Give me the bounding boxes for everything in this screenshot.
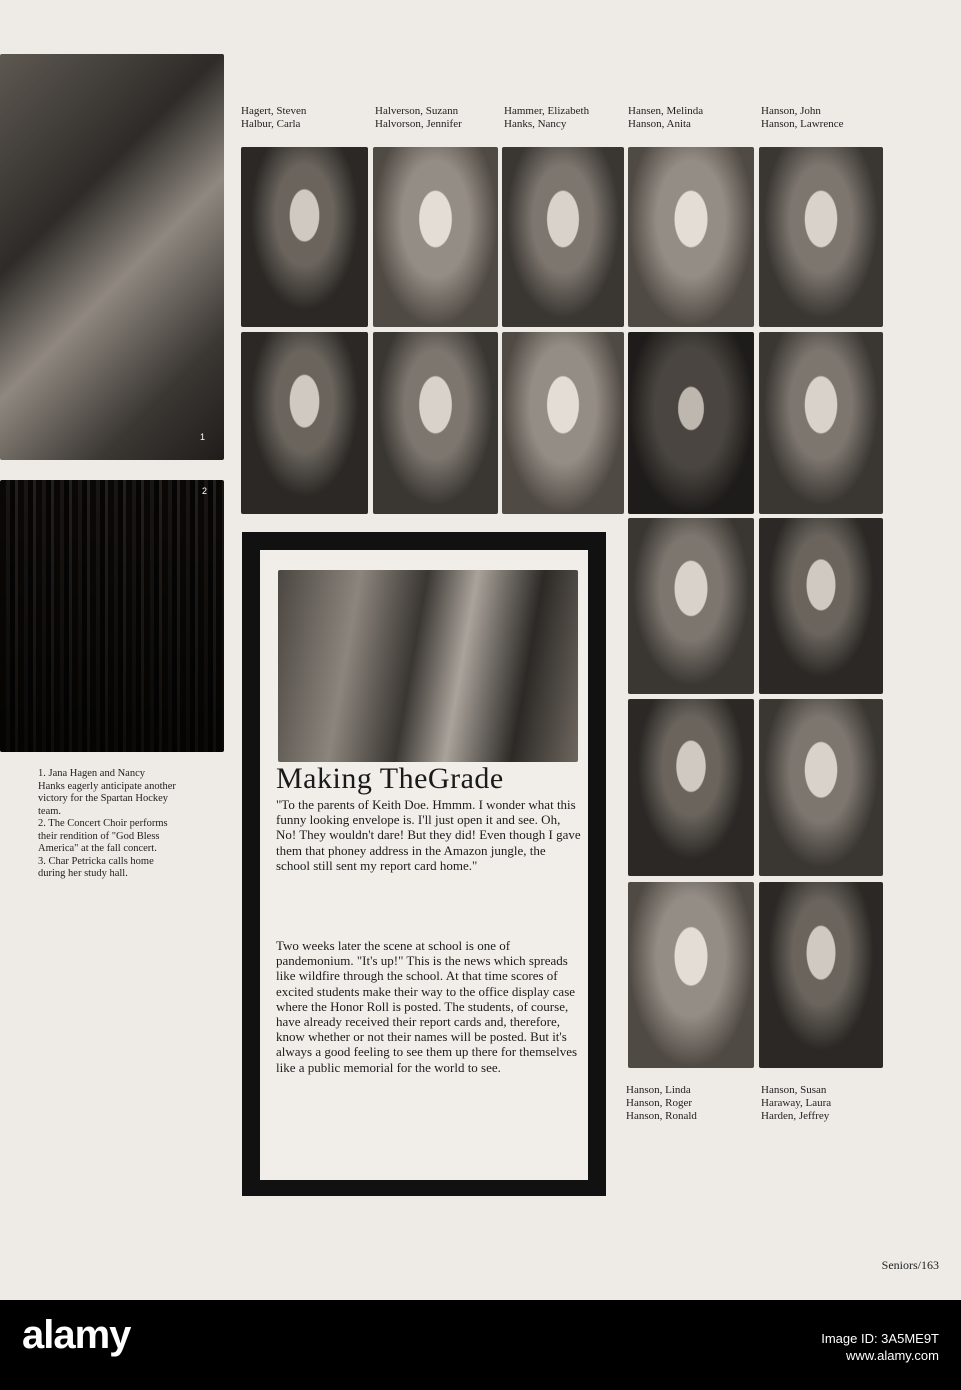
portrait-photo (502, 147, 624, 327)
stock-brand-logo: alamy (22, 1313, 131, 1357)
portrait-photo (373, 332, 498, 514)
portrait-photo (628, 518, 754, 694)
stock-image-id: Image ID: 3A5ME9T (821, 1331, 939, 1346)
portrait-photo (759, 332, 883, 514)
feature-paragraph-2: Two weeks later the scene at school is one of pandemonium. "It's up!" This is the news which spreads like wildfire through the school. At that time scores of excited students make their way to the office display case where the Honor Roll is posted. The students, of course, have already received their report cards and, therefore, know whether or not their names will be posted. But it's always a good feeling to see them up there for themselves like a public memorial for the world to see. (276, 938, 578, 1075)
name-column-5: Hanson, John Hanson, Lawrence (761, 105, 844, 130)
portrait-photo (628, 699, 754, 876)
photo-captions: 1. Jana Hagen and Nancy Hanks eagerly anticipate another victory for the Spartan Hockey team. 2. The Concert Choir performs their rendition of "God Bless America" at the fall concert. 3. Char Petricka calls home during her study hall. (38, 768, 176, 879)
page-folio: Seniors/163 (881, 1258, 939, 1272)
feature-paragraph-1: "To the parents of Keith Doe. Hmmm. I wonder what this funny looking envelope is. I'll just open it and see. Oh, No! They wouldn't dare! But they did! Even though I gave them that phoney address in the Amazon jungle, the school still sent my report card home." (276, 797, 581, 873)
feature-headline: Making TheGrade (276, 762, 504, 795)
hockey-fans-photo (0, 54, 224, 460)
name-column-1: Hagert, Steven Halbur, Carla (241, 105, 307, 130)
portrait-photo (759, 882, 883, 1068)
photo-number-1: 1 (200, 432, 206, 442)
name-column-3: Hammer, Elizabeth Hanks, Nancy (504, 105, 590, 130)
portrait-photo (241, 332, 368, 514)
stock-watermark-bar (0, 1300, 961, 1390)
portrait-photo (759, 699, 883, 876)
stock-site: www.alamy.com (846, 1348, 939, 1363)
portrait-photo (502, 332, 624, 514)
portrait-photo (628, 147, 754, 327)
concert-choir-photo (0, 480, 224, 752)
portrait-photo (373, 147, 498, 327)
portrait-photo (759, 518, 883, 694)
bottom-name-column-1: Hanson, Linda Hanson, Roger Hanson, Ronald (626, 1084, 697, 1122)
bottom-name-column-2: Hanson, Susan Haraway, Laura Harden, Jeffrey (761, 1084, 832, 1122)
portrait-photo (628, 332, 754, 514)
name-column-2: Halverson, Suzann Halvorson, Jennifer (375, 105, 462, 130)
portrait-photo (759, 147, 883, 327)
study-hall-photo (278, 570, 578, 762)
name-column-4: Hansen, Melinda Hanson, Anita (628, 105, 704, 130)
photo-number-2: 2 (202, 486, 208, 496)
stock-image-info (821, 1330, 939, 1364)
portrait-photo (241, 147, 368, 327)
portrait-photo (628, 882, 754, 1068)
